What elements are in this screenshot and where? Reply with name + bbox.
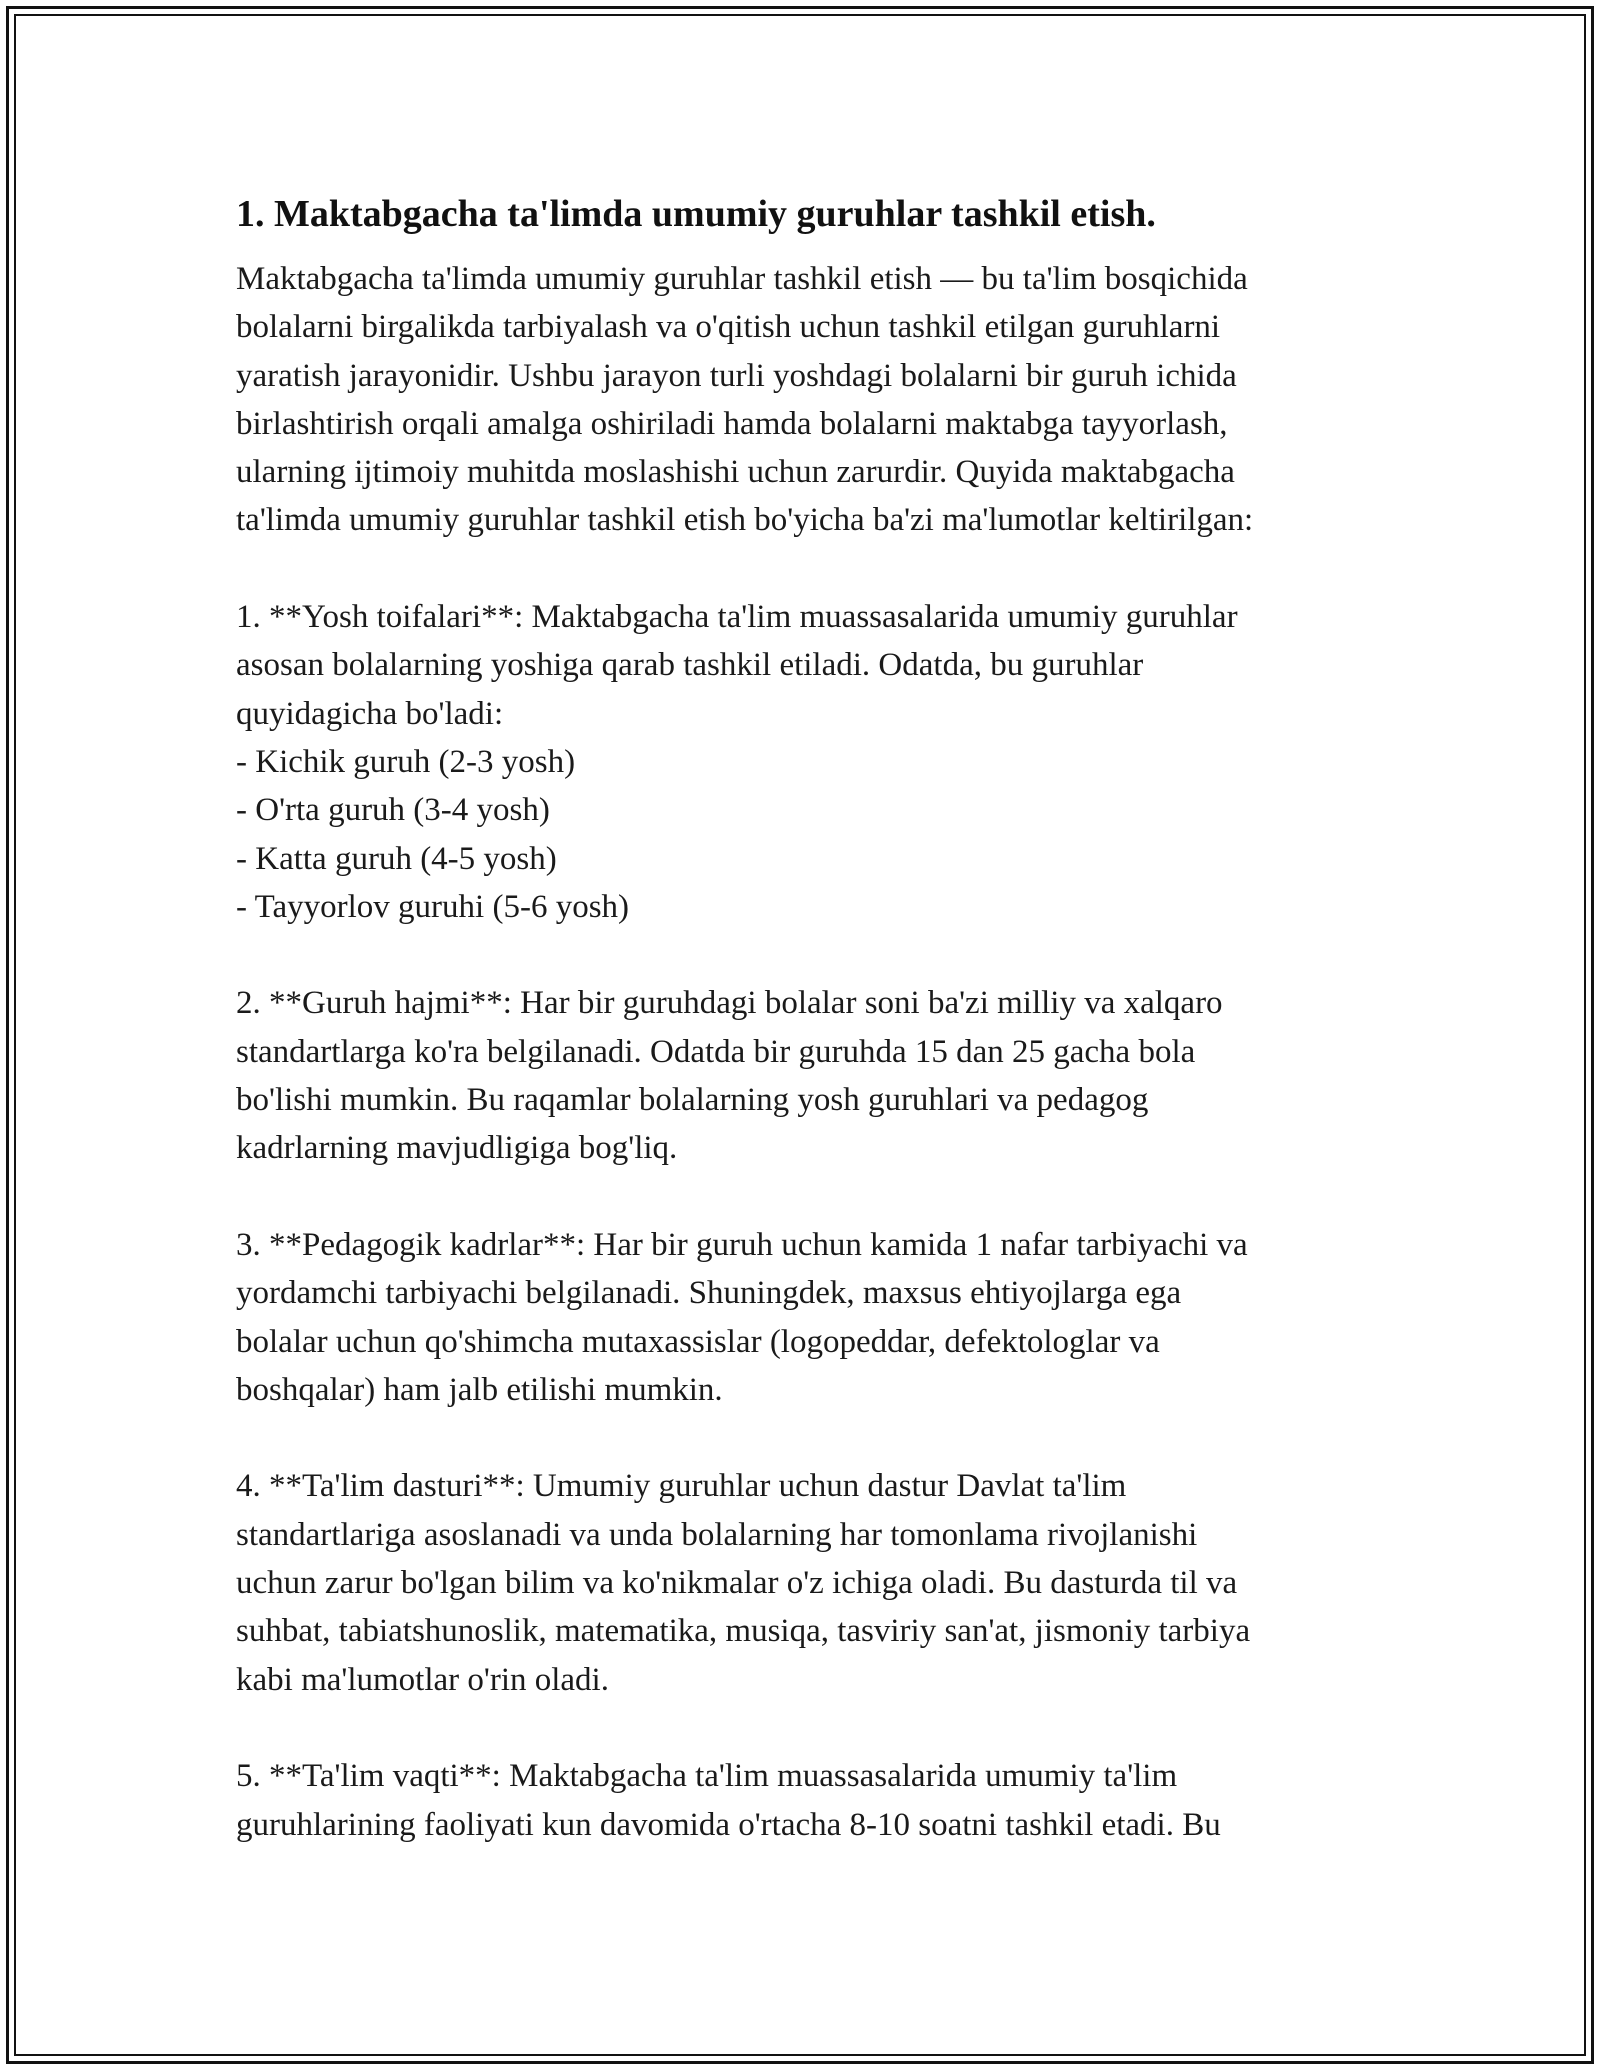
paragraph-gap bbox=[236, 1173, 1376, 1221]
document-page bbox=[236, 185, 1376, 1849]
paragraph-gap bbox=[236, 1414, 1376, 1462]
paragraph-gap bbox=[236, 545, 1376, 593]
section-curriculum: 4. **Ta'lim dasturi**: Umumiy guruhlar uchun dastur Davlat ta'lim standartlariga asoslanadi va unda bolalarning har tomonlama rivojlanishi uchun zarur bo'lgan bilim va ko'nikmalar o'z ichiga oladi. Bu dasturda til va suhbat, tabiatshunoslik, matematika, musiqa, tasviriy san'at, jismoniy tarbiya kabi ma'lumotlar o'rin oladi. bbox=[236, 1468, 1251, 1698]
section-group-size: 2. **Guruh hajmi**: Har bir guruhdagi bolalar soni ba'zi milliy va xalqaro standartlarga ko'ra belgilanadi. Odatda bir guruhda 15 dan 25 gacha bola bo'lishi mumkin. Bu raqamlar bolalarning yosh guruhlari va pedagog kadrlarning mavjudligiga bog'liq. bbox=[236, 985, 1223, 1167]
paragraph-gap bbox=[236, 931, 1376, 979]
section-age-categories: 1. **Yosh toifalari**: Maktabgacha ta'lim muassasalarida umumiy guruhlar asosan bolalarning yoshiga qarab tashkil etiladi. Odatda, bu guruhlar quyidagicha bo'ladi: - Kichik guruh (2-3 yosh) - O'rta guruh (3-4 yosh) - Katta guruh (4-5 yosh) - Tayyorlov guruhi (5-6 yosh) bbox=[236, 599, 1238, 925]
intro-paragraph: Maktabgacha ta'limda umumiy guruhlar tashkil etish — bu ta'lim bosqichida bolalarni birgalikda tarbiyalash va o'qitish uchun tashkil etilgan guruhlarni yaratish jarayonidir. Ushbu jarayon turli yoshdagi bolalarni bir guruh ichida birlashtirish orqali amalga oshiriladi hamda bolalarni maktabga tayyorlash, ularning ijtimoiy muhitda moslashishi uchun zarurdir. Quyida maktabgacha ta'limda umumiy guruhlar tashkil etish bo'yicha ba'zi ma'lumotlar keltirilgan: bbox=[236, 261, 1254, 539]
paragraph-gap bbox=[236, 1704, 1376, 1752]
section-pedagogical-staff: 3. **Pedagogik kadrlar**: Har bir guruh uchun kamida 1 nafar tarbiyachi va yordamchi tarbiyachi belgilanadi. Shuningdek, maxsus ehtiyojlarga ega bolalar uchun qo'shimcha mutaxassislar (logopeddar, defektologlar va boshqalar) ham jalb etilishi mumkin. bbox=[236, 1226, 1248, 1408]
section-heading: 1. Maktabgacha ta'limda umumiy guruhlar tashkil etish. bbox=[236, 193, 1156, 235]
section-education-time: 5. **Ta'lim vaqti**: Maktabgacha ta'lim muassasalarida umumiy ta'lim guruhlarining faoliyati kun davomida o'rtacha 8-10 soatni tashkil etadi. Bu bbox=[236, 1758, 1221, 1843]
